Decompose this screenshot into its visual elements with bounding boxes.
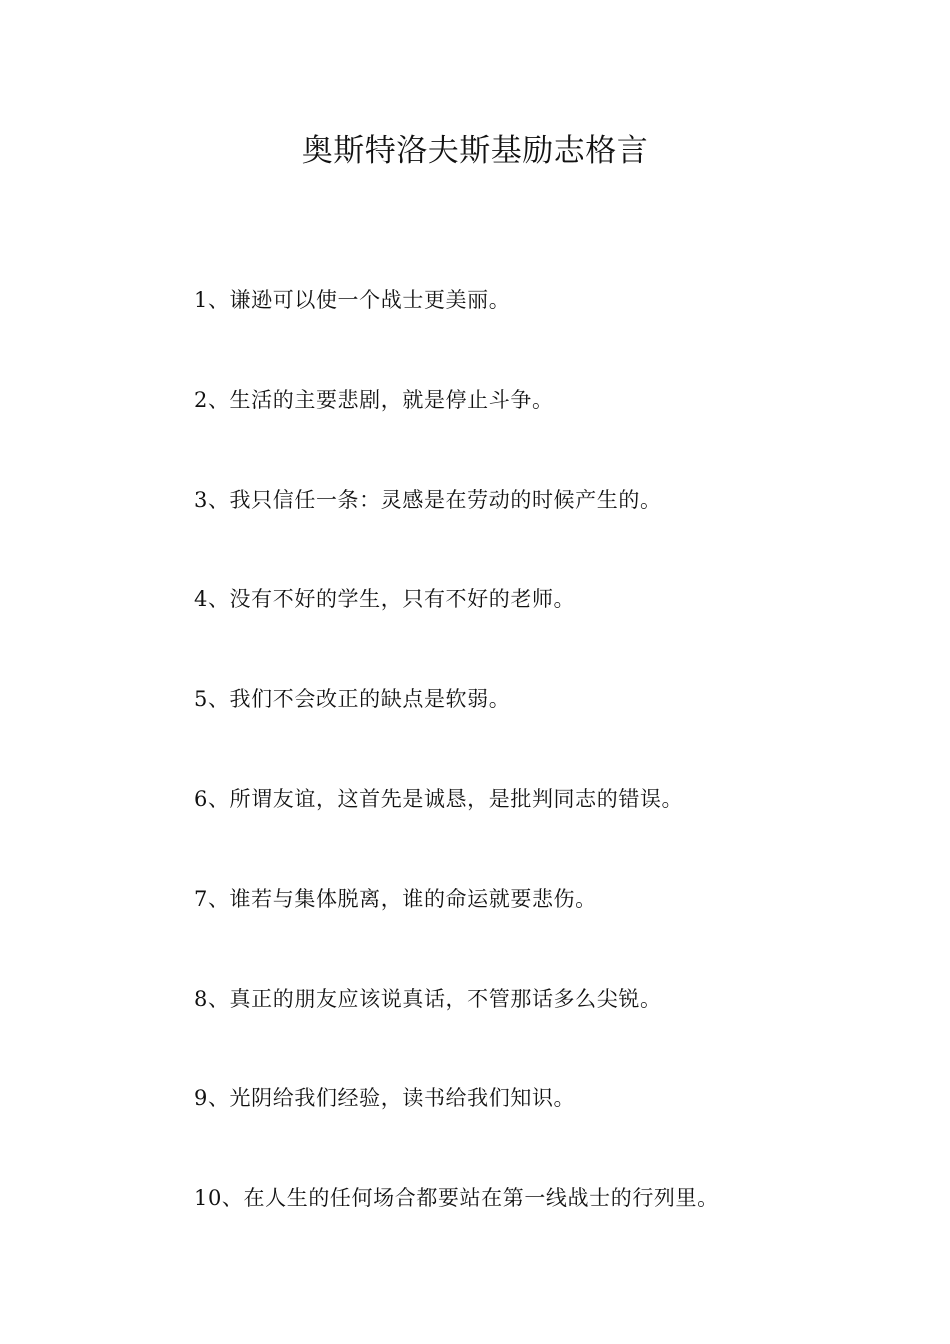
quote-item-6: 6、所谓友谊，这首先是诚恳，是批判同志的错误。 — [194, 786, 684, 811]
quote-item-3: 3、我只信任一条：灵感是在劳动的时候产生的。 — [194, 487, 662, 512]
quote-list — [194, 280, 719, 1278]
quote-item-1: 1、谦逊可以使一个战士更美丽。 — [194, 288, 511, 312]
quote-item-5: 5、我们不会改正的缺点是软弱。 — [194, 687, 511, 712]
quote-item-2: 2、生活的主要悲剧，就是停止斗争。 — [194, 387, 554, 412]
quote-item-8: 8、真正的朋友应该说真话，不管那话多么尖锐。 — [194, 986, 662, 1011]
quote-item-10: 10、在人生的任何场合都要站在第一线战士的行列里。 — [194, 1186, 719, 1211]
quote-item-9: 9、光阴给我们经验，读书给我们知识。 — [194, 1086, 576, 1111]
quote-item-4: 4、没有不好的学生，只有不好的老师。 — [194, 587, 576, 612]
page-title: 奥斯特洛夫斯基励志格言 — [301, 133, 649, 169]
quote-item-7: 7、谁若与集体脱离，谁的命运就要悲伤。 — [194, 886, 597, 911]
